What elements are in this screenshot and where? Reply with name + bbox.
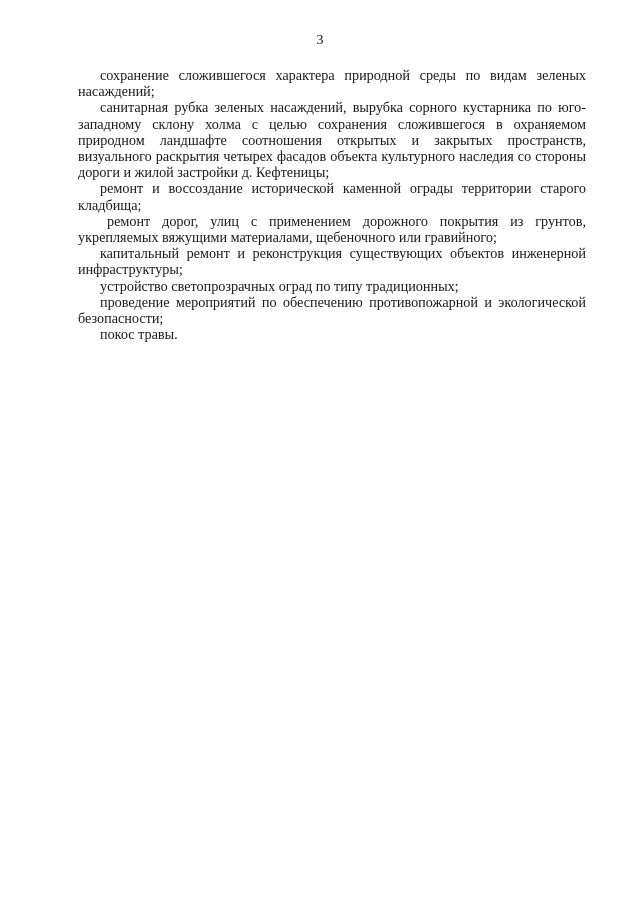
paragraph-translucent-fences: устройство светопрозрачных оград по типу традиционных; — [100, 278, 459, 295]
document-body — [78, 68, 586, 343]
paragraph-fence-restoration: ремонт и воссоздание исторической каменной ограды территории старого кладбища; — [78, 181, 586, 214]
paragraph-grass-mowing: покос травы. — [100, 327, 178, 344]
paragraph-road-repair: ремонт дорог, улиц с применением дорожного покрытия из грунтов, укрепляемых вяжущими материалами, щебеночного или гравийного; — [78, 213, 586, 247]
page-number: 3 — [316, 33, 324, 48]
paragraph-fire-safety: проведение мероприятий по обеспечению противопожарной и экологической безопасности; — [78, 294, 586, 328]
paragraph-sanitary-cutting: санитарная рубка зеленых насаждений, вырубка сорного кустарника по юго-западному склону холма с целью сохранения сложившегося в охраняемом природном ландшафте соотношения открытых и закрытых пространств, визуального раскрытия четырех фасадов объекта культурного наследия со стороны дороги и жилой застройки д. Кефтеницы; — [78, 100, 586, 182]
paragraph-nature-preservation: сохранение сложившегося характера природной среды по видам зеленых насаждений; — [78, 68, 586, 101]
paragraph-infrastructure-repair: капитальный ремонт и реконструкция существующих объектов инженерной инфраструктуры; — [78, 246, 586, 279]
